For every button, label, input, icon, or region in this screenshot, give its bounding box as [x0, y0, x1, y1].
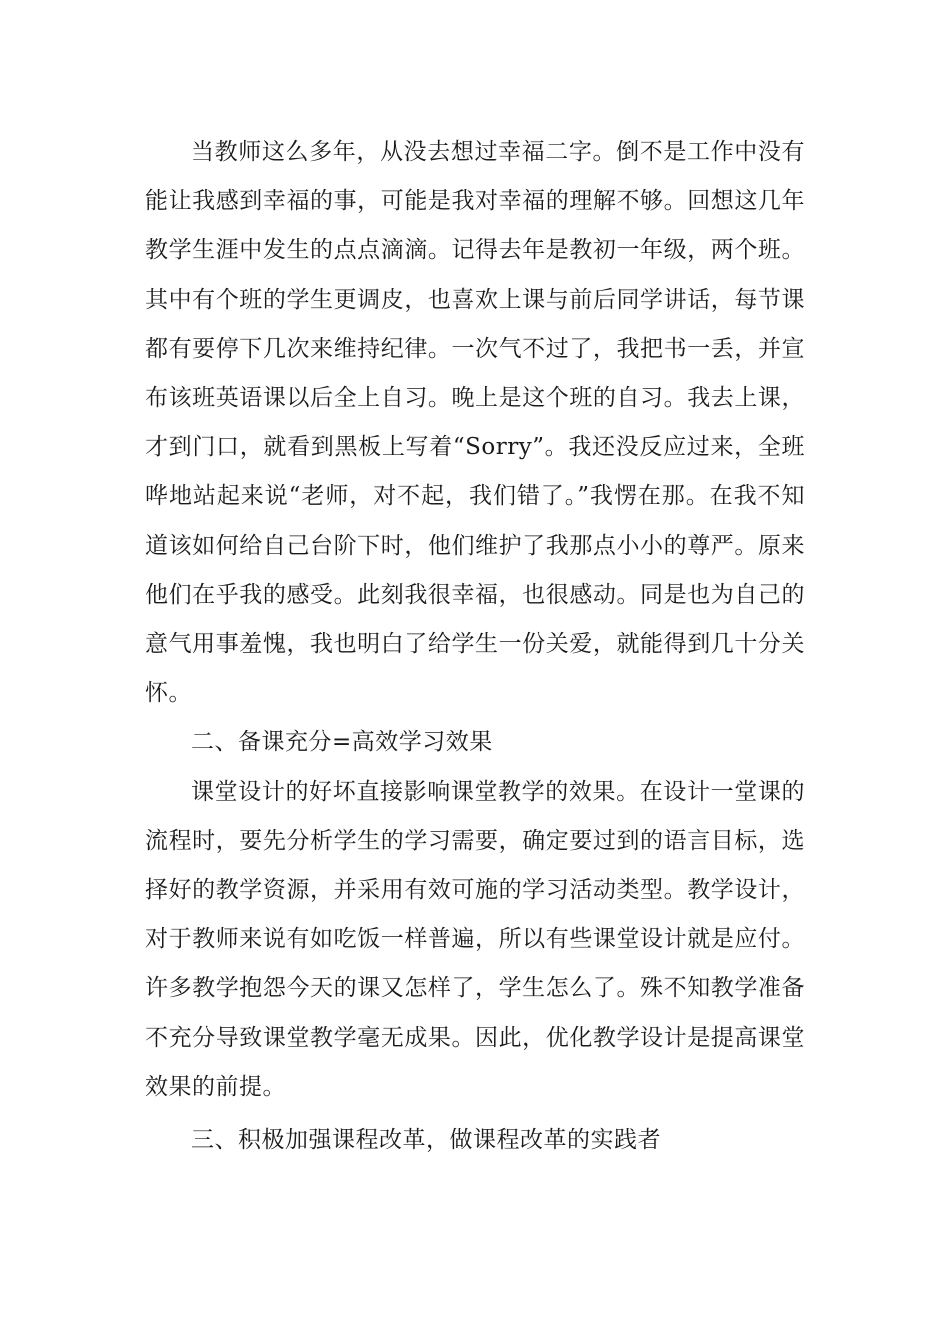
section-heading-lesson-prep: 二、备课充分=高效学习效果 [191, 729, 493, 756]
document-body [145, 128, 805, 1165]
section-heading-curriculum-reform: 三、积极加强课程改革，做课程改革的实践者 [191, 1127, 661, 1154]
paragraph-happiness-story: 当教师这么多年，从没去想过幸福二字。倒不是工作中没有能让我感到幸福的事，可能是我对幸福的理解不够。回想这几年教学生涯中发生的点点滴滴。记得去年是教初一年级，两个班。其中有个班的学生更调皮，也喜欢上课与前后同学讲话，每节课都有要停下几次来维持纪律。一次气不过了，我把书一丢，并宣布该班英语课以后全上自习。晚上是这个班的自习。我去上课，才到门口，就看到黑板上写着“Sorry”。我还没反应过来，全班哗地站起来说“老师，对不起，我们错了。”我愣在那。在我不知道该如何给自己台阶下时，他们维护了我那点小小的尊严。原来他们在乎我的感受。此刻我很幸福，也很感动。同是也为自己的意气用事羞愧，我也明白了给学生一份关爱，就能得到几十分关怀。 [145, 139, 805, 707]
paragraph-lesson-design: 课堂设计的好坏直接影响课堂教学的效果。在设计一堂课的流程时，要先分析学生的学习需要，确定要过到的语言目标，选择好的教学资源，并采用有效可施的学习活动类型。教学设计，对于教师来说有如吃饭一样普遍，所以有些课堂设计就是应付。许多教学抱怨今天的课又怎样了，学生怎么了。殊不知教学准备不充分导致课堂教学毫无成果。因此，优化教学设计是提高课堂效果的前提。 [145, 778, 805, 1100]
